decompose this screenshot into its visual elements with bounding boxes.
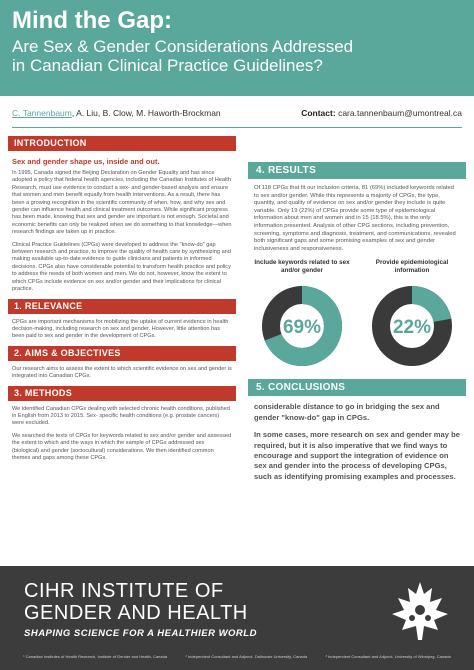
donut-chart-epidemiological: [369, 283, 455, 369]
conclusions-paragraph-2: In some cases, more research on sex and gender may be required, but it is also imperative that we find ways to encourage and support the integration of evidence on sex and gender into the process of developing CPGs, such as identifying promising examples and processes.: [254, 430, 460, 481]
results-text: Of 118 CPGs that fit our inclusion criteria, 81 (69%) included keywords related to sex and/or gender. While this represents a majority of CPGs, the type, quantity, and quality of evidence on sex and/or gender they include is quite variable. Only 19 (22%) of CPGs provide some type of epidemiological information about men and women and in 15 (18.5%), this is the only information presented. Analysis of other CPG sections, including prevention, screening, symptoms and diagnosis, treatment, and communications, revealed both significant gaps and some promising examples of sex and gender inclusiveness and responsiveness.: [254, 185, 456, 252]
aims-text: Our research aims to assess the extent to which scientific evidence on sex and gender is integrated into Canadian CPGs.: [12, 365, 232, 380]
header-divider: [12, 127, 462, 128]
poster-footer: [0, 566, 474, 670]
author-first[interactable]: C. Tannenbaum: [12, 108, 72, 118]
relevance-text: CPGs are important mechanisms for mobilizing the uptake of current evidence in health decision-making, including research on sex and gender. However, little attention has been paid to sex and gender in the development of CPGs.: [12, 318, 229, 340]
contact-email[interactable]: cara.tannenbaum@umontreal.ca: [338, 108, 462, 118]
conclusions-body: [248, 396, 466, 482]
authors-bar: [0, 100, 474, 126]
poster-title: Mind the Gap:: [12, 7, 172, 34]
poster-subtitle-line1: Are Sex & Gender Considerations Addressed: [12, 37, 354, 56]
poster-header: [0, 0, 474, 96]
org-name-line2: GENDER AND HEALTH: [24, 602, 248, 624]
aims-body: [8, 366, 236, 381]
introduction-paragraph-1: In 1995, Canada signed the Beijing Declaration on Gender Equality and has since adopted a policy that federal health agencies, including the Canadian Institutes of Health Research, must use evidence to conduct a sex- and gender-based analysis and ensure that women and men benefit equally from health interventions. As a result, there has been a growing recognition in the scientific community of when, how, and why sex and gender can influence health and clinical treatment outcomes. While significant progress has been made, knowing that sex and gender are important is not enough. Societal and economic benefits can only be realized when we do something to that knowledge—when research findings are taken up in practice.: [12, 170, 232, 236]
left-column: [8, 136, 236, 467]
maple-leaf-logo-icon: [390, 580, 450, 642]
donut-chart-keywords: [259, 283, 345, 369]
chart-keywords-title: Include keywords related to sex and/or gender: [254, 259, 350, 274]
introduction-body: [8, 170, 236, 294]
results-heading: 4. RESULTS: [248, 162, 466, 179]
methods-body: [8, 406, 236, 463]
methods-heading: 3. METHODS: [8, 386, 236, 401]
affiliation-note-1: ¹ Canadian Institutes of Health Research, Institute of Gender and Health, Canada: [23, 654, 168, 659]
relevance-body: [8, 319, 236, 341]
results-charts: [248, 253, 466, 369]
aims-heading: 2. AIMS & OBJECTIVES: [8, 346, 236, 361]
affiliation-notes: [0, 654, 474, 659]
affiliation-note-2: ² Independent Consultant and Adjunct, Dalhousie University, Canada: [185, 654, 308, 659]
introduction-paragraph-2: Clinical Practice Guidelines (CPGs) were developed to address the "know-do" gap between research and practice, to improve the quality of health care by synthesizing and making available up-to-date evidence to guide clinicians and patients in informed decisions. CPGs also have considerable potential to transform health practice and policy to address the needs of both women and men. We do not, however, know the extent to which CPGs include evidence on sex and/or gender and their implications for clinical practice.: [12, 241, 231, 293]
author-others: , A. Liu, B. Clow, M. Haworth-Brockman: [71, 108, 221, 118]
chart-epidemiological-title: Provide epidemiological information: [375, 259, 449, 274]
conclusions-paragraph-1: considerable distance to go in bridging the sex and gender "know-do" gap in CPGs.: [254, 402, 440, 422]
right-column: [248, 162, 466, 489]
conclusions-heading: 5. CONCLUSIONS: [248, 379, 466, 396]
methods-paragraph-1: We identified Canadian CPGs dealing with selected chronic health conditions, published in English from 2013 to 2015. Sex- specific health conditions (e.g. prostate cancers) were excluded.: [12, 405, 230, 427]
org-tagline: SHAPING SCIENCE FOR A HEALTHIER WORLD: [24, 628, 257, 639]
methods-paragraph-2: We searched the texts of CPGs for keywords related to sex and/or gender and assessed the extent to which and the ways in which the sample of CPGs addressed sex (biological) and gender (sociocultural) considerations. We then identified common themes and gaps among these CPGs.: [12, 432, 232, 461]
contact-label: Contact:: [301, 108, 336, 118]
poster-subtitle-line2: in Canadian Clinical Practice Guidelines?: [12, 56, 323, 75]
chart-keywords: [252, 259, 352, 369]
relevance-heading: 1. RELEVANCE: [8, 299, 236, 314]
donut-epidemiological-label: 22%: [392, 317, 432, 339]
introduction-subheading: Sex and gender shape us, inside and out.: [12, 157, 160, 166]
org-name-line1: CIHR INSTITUTE OF: [24, 580, 224, 602]
chart-epidemiological: [362, 259, 462, 369]
author-list: [12, 108, 221, 118]
contact-info: [301, 108, 462, 118]
donut-keywords-label: 69%: [282, 317, 322, 339]
introduction-heading: INTRODUCTION: [8, 136, 236, 151]
affiliation-note-3: ³ Independent Consultant and Adjunct, University of Winnipeg, Canada: [325, 654, 451, 659]
